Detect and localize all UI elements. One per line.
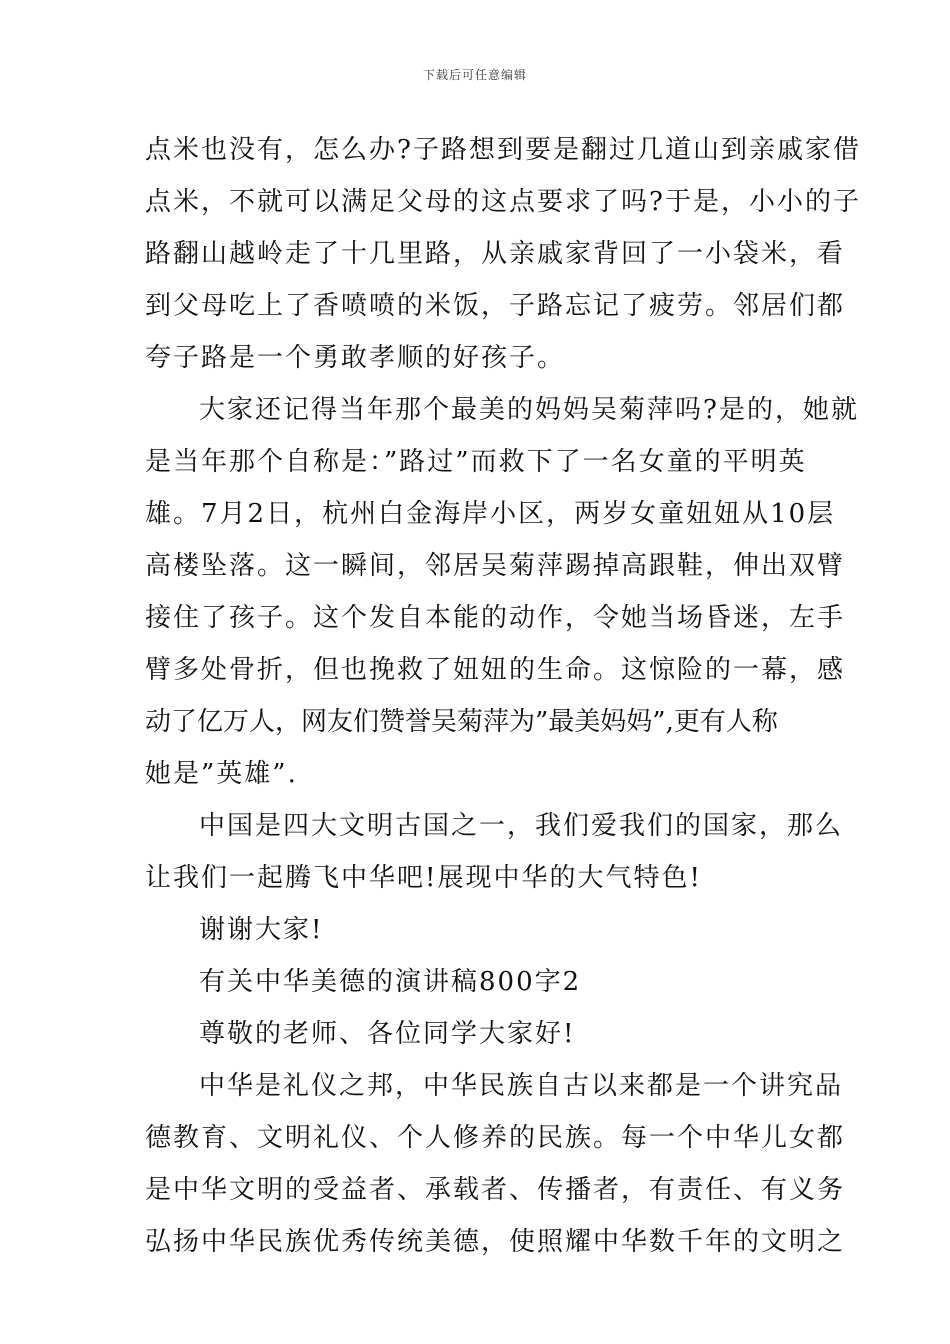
text-line: 弘扬中华民族优秀传统美德，使照耀中华数千年的文明之	[145, 1227, 846, 1257]
text-line: 到父母吃上了香喷喷的米饭，子路忘记了疲劳。邻居们都	[145, 291, 846, 321]
text-line: 她是”英雄”.	[145, 759, 298, 789]
text-line: 是当年那个自称是：”路过”而救下了一名女童的平明英	[145, 447, 807, 477]
text-line: 动了亿万人，网友们赞誉吴菊萍为”最美妈妈”,更有人称	[145, 707, 778, 737]
text-line: 德教育、文明礼仪、个人修养的民族。每一个中华儿女都	[145, 1123, 846, 1153]
text-line: 点米，不就可以满足父母的这点要求了吗?于是，小小的子	[145, 187, 861, 217]
paragraph-start-line: 中国是四大文明古国之一，我们爱我们的国家，那么	[199, 811, 844, 841]
greeting-line: 尊敬的老师、各位同学大家好!	[199, 1019, 576, 1049]
text-line: 让我们一起腾飞中华吧!展现中华的大气特色!	[145, 863, 702, 893]
closing-line: 谢谢大家!	[199, 915, 324, 945]
document-body	[145, 124, 861, 1268]
text-line: 雄。7月2日，杭州白金海岸小区，两岁女童妞妞从10层	[145, 499, 836, 529]
section-title: 有关中华美德的演讲稿800字2	[199, 967, 582, 997]
text-line: 接住了孩子。这个发自本能的动作，令她当场昏迷，左手	[145, 603, 846, 633]
text-line: 路翻山越岭走了十几里路，从亲戚家背回了一小袋米，看	[145, 239, 846, 269]
text-line: 高楼坠落。这一瞬间，邻居吴菊萍踢掉高跟鞋，伸出双臂	[145, 551, 846, 581]
paragraph-start-line: 中华是礼仪之邦，中华民族自古以来都是一个讲究品	[199, 1071, 844, 1101]
page-header: 下载后可任意编辑	[422, 68, 527, 82]
text-line: 点米也没有，怎么办?子路想到要是翻过几道山到亲戚家借	[145, 135, 861, 165]
paragraph-start-line: 大家还记得当年那个最美的妈妈吴菊萍吗?是的，她就	[199, 395, 859, 425]
text-line: 是中华文明的受益者、承载者、传播者，有责任、有义务	[145, 1175, 846, 1205]
text-line: 臂多处骨折，但也挽救了妞妞的生命。这惊险的一幕，感	[145, 655, 846, 685]
text-line: 夸子路是一个勇敢孝顺的好孩子。	[145, 343, 566, 373]
